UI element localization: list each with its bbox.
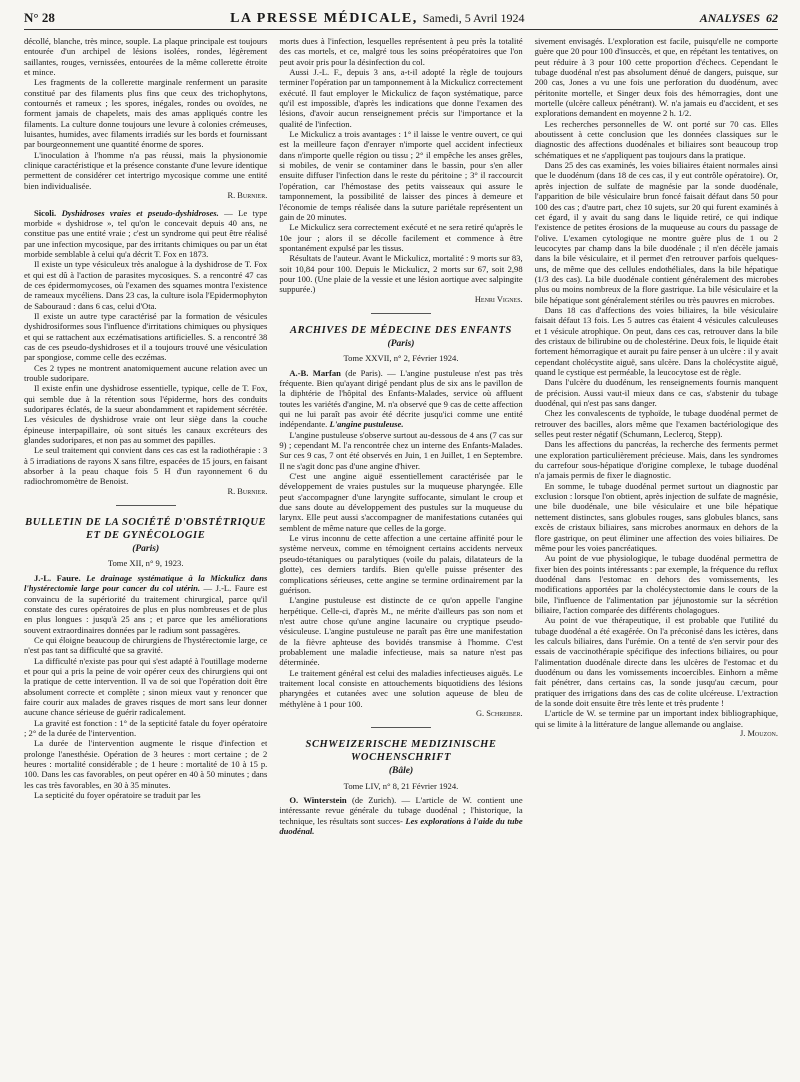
paragraph: Dans 25 des cas examinés, les voies biliaires étaient normales ainsi que le duodénum (dans 18 de ces cas, il y eut contrôle opératoire). Or, après injection de sulfate de magnésie par la sonde duodénale, l'apparition de bile vésiculaire brun foncé faisait défaut dans 50 pour 100 des cas ; d'autre part, chez 10 sujets, sur 20 qui furent examinés à cet égard, il y avait du sang dans le liquide retiré, ce qui indique l'existence de petites érosions de la muqueuse au cours du passage de l'olive. L'examen cytologique ne montre guère plus de 1 ou 2 leucocytes par champ dans la bile duodénale ; il n'en décèle jamais dans la bile vésiculaire, et il permet d'en retrouver parfois quelques-uns, de même que des cellules endothéliales, dans la bile hépatique (1/3 des cas). La bile duodénale contient généralement des microbes plus ou moins nombreux de la flore gastrique. La bile vésiculaire et la bile hépatique sont généralement stériles ou très pauvres en microbes. [534, 160, 778, 305]
text: — J.-L. Faure est convaincu de la supériorité du traitement chirurgical, parce qu'il constate des cures opératoires de plus en plus nombreuses et de plus en plus longues : jusqu'à 25 ans ; et parce que les améliorations souvent extraordinaires données par le radium sont passagères. [24, 583, 268, 635]
section-page [700, 11, 778, 26]
paragraph: Il existe un autre type caractérisé par la formation de vésicules dyshidrosiformes sous l'influence d'irritations chimiques ou physiques et qui se rattachent aux eczématisations artificielles. S. a rencontré 38 cas de ces pseudo-dyshidroses et il a toujours trouvé une vésiculation par spongiose, comme celle des eczémas. [24, 310, 268, 363]
paragraph: Dans 18 cas d'affections des voies biliaires, la bile vésiculaire faisait défaut 13 fois. Les 5 autres cas étaient 4 vésicules calculeuses et 1 vésicule atrophique. On peut, dans ces cas, retrouver dans la bile des cristaux de bilirubine ou de cholestérine. Deux fois, le liquide était fortement hémorragique et aurait pu faire penser à un ulcère : il y avait cependant cholécystite aiguë, sans ulcère. Dans la cholécystite aiguë, quand le cystique est perméable, la leucocytose est de règle. [534, 304, 778, 377]
page-number: 62 [766, 11, 778, 25]
journal-title [230, 11, 524, 27]
paragraph: Les recherches personnelles de W. ont porté sur 70 cas. Elles aboutissent à cette conclusion que les données classiques sur le diagnostic des affections duodénales et biliaires sont beaucoup trop schématiques et ne s'appliquent pas toujours dans la pratique. [534, 118, 778, 160]
author: A.-B. Marfan [289, 367, 341, 378]
paragraph: Le Mickulicz sera correctement exécuté et ne sera retiré qu'après le 10e jour ; alors il se décolle facilement et commence à être spontanément expulsé par les tissus. [279, 222, 523, 253]
section-volume: Tome XXVII, n° 2, Février 1924. [343, 353, 459, 364]
section-heading: SCHWEIZERISCHE MEDIZINISCHE WOCHENSCHRIFT [305, 739, 497, 764]
section-city: (Paris) [132, 544, 160, 555]
paragraph: morts dues à l'infection, lesquelles représentent à peu près la totalité des cas mortels, et ce, malgré tous les soins préopératoires que l'on peut avoir pris pour la désinfection du col. [279, 36, 523, 67]
signature: R. Burnier. [227, 486, 268, 496]
article-title: Le drainage systématique à la Mickulicz dans l'hystérectomie large pour cancer du col utérin. [24, 572, 268, 594]
paragraph: Aussi J.-L. F., depuis 3 ans, a-t-il adopté la règle de toujours terminer l'opération par un tamponnement à la Mickulicz correctement exécuté. Il faut employer le Mickulicz de façon systématique, parce qu'il est impossible, d'après les indications que donne l'examen des lésions, d'avoir aucun renseignement précis sur l'importance et la qualité de l'infection. [279, 67, 523, 129]
author: Sicoli. [34, 207, 57, 218]
abstract-paragraph [24, 208, 267, 260]
paragraph: Ce qui éloigne beaucoup de chirurgiens de l'hystérectomie large, ce n'est pas tant sa difficulté que sa gravité. [24, 634, 268, 656]
issue-number: N° 28 [24, 10, 55, 25]
signature: G. Schreiber. [476, 708, 523, 718]
section-volume: Tome XII, n° 9, 1923. [107, 558, 184, 569]
paragraph: Le seul traitement qui convient dans ces cas est la radiothérapie : 3 à 5 irradiations de rayons X sans filtre, espacées de 15 jours, en faisant absorber à la peau chaque fois 5 H d'un rayonnement 6 du radiochromomètre de Benoist. [24, 445, 268, 487]
section-heading: BULLETIN DE LA SOCIÉTÉ D'OBSTÉTRIQUE ET DE GYNÉCOLOGIE [25, 517, 267, 542]
paragraph: L'angine pustuleuse est distincte de ce qu'on appelle l'angine herpétique. Celle-ci, d'après M., ne mérite d'ailleurs pas son nom et n'est autre chose qu'une angine lacunaire ou cryptique pseudo-vésiculeuse. L'angine pustuleuse ne paraît pas être une manifestation de la fièvre aphteuse des bovidés transmise à l'homme. C'est probablement une maladie infectieuse, mais sa nature n'est pas déterminée. [279, 595, 523, 668]
article-title: Dyshidroses vraies et pseudo-dyshidroses. [61, 207, 219, 218]
divider [371, 727, 431, 728]
signature: R. Burnier. [227, 191, 268, 201]
paragraph: Il existe un type vésiculeux très analogue à la dyshidrose de T. Fox et qui est dû à l'action de parasites mycosiques. S. a rencontré 47 cas de ces épidermomycoses, où l'examen des squames montra l'existence de rameaux mycéliens. Dans 23 cas, la culture isola l'Epidermophyton de Sabouraud : dans 6 cas, celui d'Ota. [24, 259, 268, 311]
columns [24, 36, 778, 1066]
paragraph: Le traitement général est celui des maladies infectieuses aiguës. Le traitement local consiste en attouchements biquotidiens des lésions pharyngées et cutanées avec une solution aqueuse de bleu de méthylène à 1 pour 100. [279, 667, 523, 709]
paragraph: Dans les affections du pancréas, la recherche des ferments permet une exploration particulièrement précieuse. Mais, dans les syndromes du carrefour sous-hépatique d'origine complexe, le tubage duodénal n'a jamais permis de fixer le diagnostic. [534, 439, 778, 481]
journal-name: LA PRESSE MÉDICALE, [230, 11, 418, 26]
paragraph: sivement envisagés. L'exploration est facile, puisqu'elle ne comporte guère que 20 pour 100 d'insuccès, et que, en répétant les tentatives, on peut réduire à 3 pour 100 cette proportion d'échecs. Cependant le tubage duodénal n'est pas absolument dénué de dangers, puisque, sur 200 cas, Jones a vu une fois une perforation du duodénum, avec péritonite mortelle, et Singer deux fois des hémorragies, dont une mortelle (ulcère calleux pénétrant). W. n'a jamais eu d'accident, et ses explorations demandent en moyenne 2 h. 1/2. [534, 36, 778, 119]
author: O. Winterstein [289, 795, 347, 805]
page-header [24, 0, 778, 30]
column-2 [279, 36, 522, 1066]
paragraph: Au point de vue thérapeutique, il est probable que l'utilité du tubage duodénal a été exagérée. On l'a préconisé dans les ictères, dans les calculs biliaires, dans l'urémie. On a tenté de s'en servir pour des essais de vaccinothérapie spécifique des infections biliaires, ou pour l'alimentation duodénale directe dans les ulcères de l'estomac et du duodénum ou dans les vomissements incoercibles. Einhorn a même fait pénétrer, dans certains cas, la sonde jusqu'au cæcum, pour pratiquer des irrigations dans des cas de colite ulcéreuse. L'extraction de la sonde doit ensuite être très lente et très prudente ! [534, 615, 778, 708]
paragraph: Le Mickulicz a trois avantages : 1° il laisse le ventre ouvert, ce qui est la meilleure façon d'enrayer n'importe quel accident infectieux dans n'importe quelle région ou tissu ; 2° il empêche les anses grêles, si mobiles, de venir se contaminer dans le bassin, pour s'en aller ensuite diffuser l'infection dans le reste du péritoine ; 3° il raccourcit l'opération, car l'hémostase des petits vaisseaux qui assure le tamponnement, la possibilité de laisser des pinces à demeure et l'économie de temps réalisée dans la suture pariétale représentent un gain de 20 minutes. [279, 129, 523, 222]
paragraph: Les fragments de la collerette marginale renferment un parasite constitué par des filaments plus fins que ceux des trichophytons, contournés et rameux ; les spores, inégales, rondes ou ovoïdes, ne forment jamais de chapelets, mais des amas appliqués contre les filaments. La culture donne toujours une levure à colonies crémeuses, luisantes, humides, avec filaments irradiés sur les bords et fournissant par bourgeonnement une quantité énorme de spores. [24, 77, 268, 150]
section-name: ANALYSES [699, 11, 760, 25]
paragraph: Résultats de l'auteur. Avant le Mickulicz, mortalité : 9 morts sur 83, soit 10,84 pour 100. Depuis le Mickulicz, 2 morts sur 67, soit 2,98 pour 100. (Une plaie de la vessie et une lésion aortique avec salpingite suppurée.) [279, 253, 523, 295]
column-3 [535, 36, 778, 1066]
divider [116, 505, 176, 506]
article-title: L'angine pustuleuse. [329, 419, 404, 430]
paragraph: Dans l'ulcère du duodénum, les renseignements fournis manquent de précision. Aussi vaut-il mieux dans ce cas, s'abstenir du tubage duodénal, qui n'est pas sans danger. [534, 377, 778, 409]
text: (de Zurich). — L'article de W. contient une intéressante revue générale du tubage duodénal ; l'historique, la technique, les résultats sont succes- [279, 795, 523, 826]
signature: J. Mouzon. [740, 729, 778, 739]
paragraph: L'article de W. se termine par un important index bibliographique, qui se limite à la littérature de langue allemande ou anglaise. [534, 708, 778, 729]
abstract-paragraph [279, 795, 522, 836]
column-1 [24, 36, 267, 1066]
text: — Le type morbide « dyshidrose », tel qu'on le concevait depuis 40 ans, ne constitue pas une entité vraie ; c'est un syndrome qui peut être réalisé par une infection mycosique, par des irritants chimiques ou par un état morbide semblable à celui qu'a décrit T. Fox en 1873. [24, 207, 268, 259]
paragraph: Chez les convalescents de typhoïde, le tubage duodénal permet de retrouver des bacilles, alors même que l'examen bactériologique des selles peut rester négatif (Schumann, Leclercq, Stepp). [534, 408, 778, 440]
text: (de Paris). — L'angine pustuleuse n'est pas très fréquente. Bien qu'ayant dirigé pendant plus de six ans le pavillon de la diphtérie de l'hôpital des Enfants-Malades, service où affluent toutes les variétés d'angine, M. n'a observé que 9 cas de cette affection qui ne lui paraît pas avoir été décrite jusqu'ici comme une entité indépendante. [279, 367, 523, 430]
section-city: (Paris) [387, 338, 415, 349]
paragraph: L'inoculation à l'homme n'a pas réussi, mais la physionomie clinique caractéristique et la présence constante d'une levure identique permettent de considérer cet intertrigo mycosique comme une entité bien individualisée. [24, 149, 268, 191]
paragraph: Il existe enfin une dyshidrose essentielle, typique, celle de T. Fox, qui semble due à la rétention sous l'épiderme, hors des conduits sudoripares éclatés, de la sueur abondamment et rapidement sécrétée. Les vésicules de dyshidrose vraie ont leur siège dans la couche épineuse interpapillaire, où sont situés les canaux excréteurs des glandes sudoripares, et non pas au sommet des papilles. [24, 383, 268, 446]
paragraph: En somme, le tubage duodénal permet surtout un diagnostic par exclusion : lorsque l'on obtient, après injection de sulfate de magnésie, une bile duodénale, une bile vésiculaire et une bile hépatique nettement distinctes, sans globules rouges, sans globules blancs, sans excès de cristaux biliaires, sans microbes anormaux en dehors de la flore gastrique, on peut éliminer une affection des voies biliaires. De même pour les voies pancréatiques. [534, 480, 778, 553]
paragraph: Le virus inconnu de cette affection a une certaine affinité pour le système nerveux, comme en témoignent certains accidents nerveux pseudo-tétaniques ou paralytiques (voile du palais, dilatateurs de la glotte), ces derniers tardifs. Bien qu'elle puisse présenter des complications sérieuses, cette angine se termine ordinairement par la guérison. [279, 533, 523, 595]
paragraph: La septicité du foyer opératoire se traduit par les [34, 790, 201, 801]
divider [371, 313, 431, 314]
paragraph: La difficulté n'existe pas pour qui s'est adapté à l'outillage moderne et pour qui a pris la peine de voir opérer ceux des chirurgiens qui ont la pratique de cette intervention. Il va de soi que l'opération doit être absolument correcte et complète ; sinon mieux vaut y renoncer que faire courir aux malades de graves risques de mort sans leur donner aucune chance sérieuse de guérir radicalement. [24, 655, 268, 718]
section-heading: ARCHIVES DE MÉDECINE DES ENFANTS [290, 324, 512, 336]
signature: Henri Vignes. [474, 294, 523, 304]
paragraph: C'est une angine aiguë essentiellement caractérisée par le développement de vraies pustules sur la muqueuse pharyngée. Elle peut s'accompagner d'une laryngite suffocante, simulant le croup et due sans doute au développement des pustules sur la muqueuse du larynx. Elle peut aussi s'accompagner de manifestations cutanées qui semblent de même nature que celles de la gorge. [279, 471, 523, 533]
paragraph: Au point de vue physiologique, le tubage duodénal permettra de fixer bien des points intéressants : par exemple, la fréquence du reflux duodénal dans l'estomac en dehors des vomissements, les modifications apportées par la cholécystectomie dans le cours de la bile, l'influence de l'alimentation par jéjunostomie sur la sécrétion biliaire, l'action comparée des différents cholagogues. [534, 553, 778, 615]
author: J.-L. Faure. [34, 572, 81, 583]
abstract-paragraph [279, 368, 522, 430]
section-volume: Tome LIV, n° 8, 21 Février 1924. [343, 780, 459, 791]
abstract-paragraph [24, 573, 267, 635]
paragraph: La durée de l'intervention augmente le risque d'infection et prolonge l'anesthésie. Opération de 3 heures : mort certaine ; de 2 heures : mortalité considérable ; de 1 heure : mortalité de 10 à 15 p. 100. Dans les cas favorables, on peut opérer en 40 à 50 minutes ; dans les cas très favorables, en 30 à 35 minutes. [24, 738, 268, 790]
issue-date: Samedi, 5 Avril 1924 [422, 11, 525, 25]
paragraph: Ces 2 types ne montrent anatomiquement aucune relation avec un trouble sudoripare. [24, 362, 268, 383]
paragraph: décollé, blanche, très mince, souple. La plaque principale est toujours entourée d'un archipel de lésions isolées, rondes, légèrement saillantes, rouges, vernissées, entourées de la même collerette étroite et mince. [24, 36, 268, 78]
section-city: (Bâle) [388, 766, 414, 777]
paragraph: La gravité est fonction : 1° de la septicité fatale du foyer opératoire ; 2° de la durée de l'intervention. [24, 717, 268, 738]
article-title: Les explorations à l'aide du tube duodénal. [279, 815, 523, 837]
paragraph: L'angine pustuleuse s'observe surtout au-dessous de 4 ans (7 cas sur 9) ; cependant M. l'a rencontrée chez un interne des Enfants-Malades. Sur ces 9 cas, 7 ont été observés en Juin, 1 en Juillet, 1 en Septembre. Il ne s'agit donc pas d'une angine d'hiver. [279, 429, 523, 471]
